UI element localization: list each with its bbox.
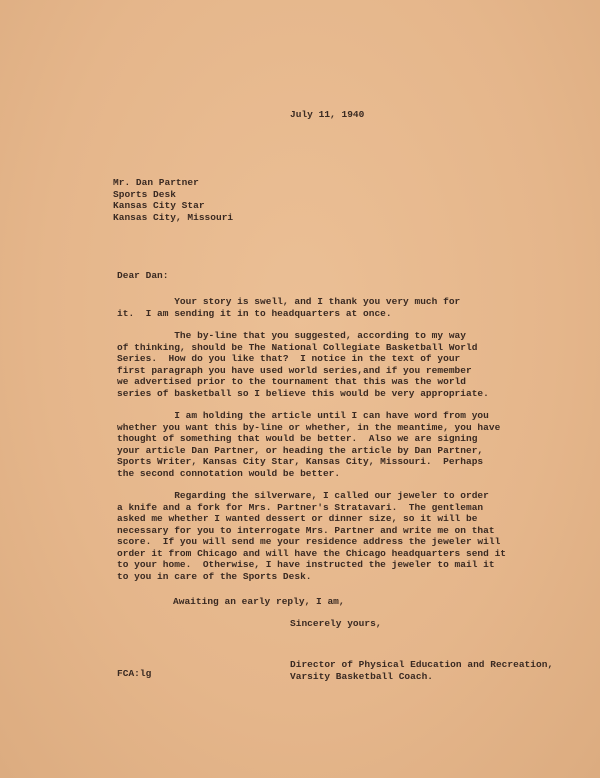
typist-initials: FCA:lg: [117, 668, 152, 679]
title-line: Director of Physical Education and Recreation,: [290, 659, 554, 670]
paragraph-line: asked me whether I wanted dessert or dinner size, so it will be: [117, 513, 478, 524]
paragraph-line: series of basketball so I believe this would be very appropriate.: [117, 387, 489, 399]
letter-date: July 11, 1940: [290, 109, 365, 120]
paragraph-3: [117, 410, 500, 479]
paragraph-line: Series. How do you like that? I notice in the text of your: [117, 353, 461, 364]
salutation: Dear Dan:: [117, 270, 169, 281]
title-line: Varsity Basketball Coach.: [290, 670, 434, 682]
paragraph-line: to your home. Otherwise, I have instructed the jeweler to mail it: [117, 559, 495, 570]
paragraph-line: Your story is swell, and I thank you very much for: [117, 296, 461, 307]
paragraph-line: we advertised prior to the tournament that this was the world: [117, 376, 466, 387]
paragraph-line: Regarding the silverware, I called our jeweler to order: [117, 490, 489, 501]
paragraph-line: The by-line that you suggested, according to my way: [117, 330, 466, 341]
signature-title: [290, 659, 553, 682]
paragraph-line: order it from Chicago and will have the Chicago headquarters send it: [117, 547, 507, 559]
paragraph-2: [117, 330, 489, 399]
valediction: Sincerely yours,: [290, 618, 382, 629]
address-line: Kansas City, Missouri: [113, 211, 234, 223]
paragraph-line: score. If you will send me your residence address the jeweler will: [117, 536, 501, 547]
paragraph-line: necessary for you to interrogate Mrs. Partner and write me on that: [117, 524, 495, 536]
paragraph-line: the second connotation would be better.: [117, 467, 341, 479]
closing-line: Awaiting an early reply, I am,: [173, 596, 345, 607]
address-line: Sports Desk: [113, 188, 176, 200]
paragraph-line: I am holding the article until I can have word from you: [117, 410, 489, 421]
paragraph-1: [117, 296, 460, 319]
paragraph-line: Sports Writer, Kansas City Star, Kansas City, Missouri. Perhaps: [117, 456, 484, 467]
address-line: Kansas City Star: [113, 200, 205, 211]
paragraph-line: of thinking, should be The National Collegiate Basketball World: [117, 341, 478, 353]
paragraph-line: thought of something that would be better. Also we are signing: [117, 433, 478, 444]
paragraph-4: [117, 490, 506, 582]
paragraph-line: your article Dan Partner, or heading the article by Dan Partner,: [117, 444, 484, 456]
recipient-address: [113, 177, 233, 223]
paragraph-line: a knife and a fork for Mrs. Partner's Stratavari. The gentleman: [117, 501, 484, 513]
paragraph-line: to you in care of the Sports Desk.: [117, 570, 312, 582]
address-line: Mr. Dan Partner: [113, 177, 199, 188]
paragraph-line: whether you want this by-line or whether, in the meantime, you have: [117, 421, 501, 433]
paragraph-line: first paragraph you have used world series,and if you remember: [117, 364, 472, 376]
paragraph-line: it. I am sending it in to headquarters at once.: [117, 307, 392, 319]
